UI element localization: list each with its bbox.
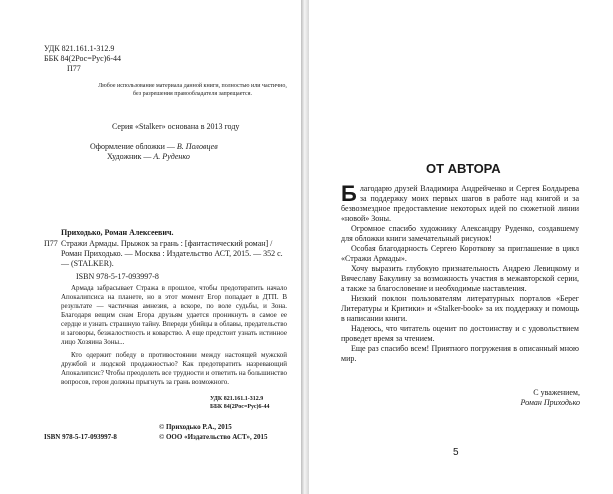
isbn-bottom: ISBN 978-5-17-093997-8 [44, 433, 117, 441]
bbk-code: ББК 84(2Рос=Рус)6-44 [44, 54, 122, 63]
page-number: 5 [453, 447, 459, 458]
artist-credit-label: Художник — [107, 152, 152, 161]
signature: Роман Приходько [520, 398, 580, 407]
catalog-letter-code: П77 [67, 64, 81, 73]
right-page [309, 0, 613, 494]
paragraph-5: Низкий поклон пользователям литературных порталов «Берег Литературы и Критики» и «Stalker-book» за их поддержку и помощь в написании книги. [341, 294, 579, 323]
author-heading: Приходько, Роман Алексеевич. [61, 228, 174, 237]
paragraph-3: Особая благодарность Сергею Короткову за приглашение в цикл «Стражи Армады». [341, 244, 579, 263]
paragraph-6: Надеюсь, что читатель оценит по достоинству и с удовольствием проведет время за чтением. [341, 324, 579, 343]
annotation-question: Кто одержит победу в противостоянии между настоящей мужской дружбой и людской продажностью? Как предотвратить назревающий Апокалипсис? Чтобы преодолеть все трудности и ответить на большинство вопросов, герои должны прыгнуть за грань возможного. [61, 351, 287, 386]
paragraph-1: Благодарю друзей Владимира Андрейченко и Сергея Болдырева за поддержку моих первых шагов в работе над книгой и за безвозмездное предоставление некоторых идей по сюжетной линии «новой» Зоны. [341, 181, 579, 223]
bbk-small: ББК 84(2Рос=Рус)6-44 [210, 404, 270, 410]
paragraph-4: Хочу выразить глубокую признательность Андрею Левицкому и Вячеславу Бакулину за возможность участия в межавторской серии, а также за благословение и необходимые наставления. [341, 264, 579, 293]
isbn-line: ISBN 978-5-17-093997-8 [76, 272, 159, 281]
copyright-notice: Любое использование материала данной книги, полностью или частично, без разрешения правообладателя запрещается. [98, 83, 287, 97]
drop-cap: Б [341, 181, 357, 206]
closing-phrase: С уважением, [533, 388, 580, 397]
catalog-entry: Стражи Армады. Прыжок за грань : [фантастический роман] / Роман Приходько. — Москва : Издательство АСТ, 2015. — 352 с. — (STALKER). [61, 239, 283, 268]
annotation: Армада забрасывает Стража в прошлое, чтобы предотвратить начало Апокалипсиса на планете, но в этот момент Егор попадает в ДТП. В результате — частичная амнезия, а вскоре, по воле судьбы, и Зона. Благодаря вещим снам Егора друзьям удается проникнуть в самое ее сердце и узнать страшную тайну. Впереди убийцы в облавы, предательство и заговоры, безжалостность и коварство. А еще предстоит узнать истинное лицо Хозяина Зоны... [61, 284, 287, 346]
artist-credit-name: А. Руденко [153, 152, 190, 161]
udk-code: УДК 821.161.1-312.9 [44, 44, 115, 53]
udk-small: УДК 821.161.1-312.9 [210, 396, 264, 402]
paragraph-7: Еще раз спасибо всем! Приятного погружения в описанный мною мир. [341, 344, 579, 363]
artist-credit [107, 152, 190, 162]
paragraph-2: Огромное спасибо художнику Александру Руденко, создавшему для обложки книги замечательный рисунок! [341, 224, 579, 243]
cover-credit [90, 142, 218, 152]
book-spine [301, 0, 309, 494]
section-heading: ОТ АВТОРА [426, 161, 501, 176]
cover-credit-name: В. Половцев [176, 142, 218, 151]
catalog-code: П77 [44, 239, 58, 248]
copyright-publisher: © ООО «Издательство АСТ», 2015 [159, 433, 268, 441]
series-note: Серия «Stalker» основана в 2013 году [112, 122, 240, 131]
copyright-author: © Приходько Р.А., 2015 [159, 423, 232, 431]
cover-credit-label: Оформление обложки — [90, 142, 175, 151]
left-page [0, 0, 301, 494]
foreword-text [341, 181, 579, 364]
